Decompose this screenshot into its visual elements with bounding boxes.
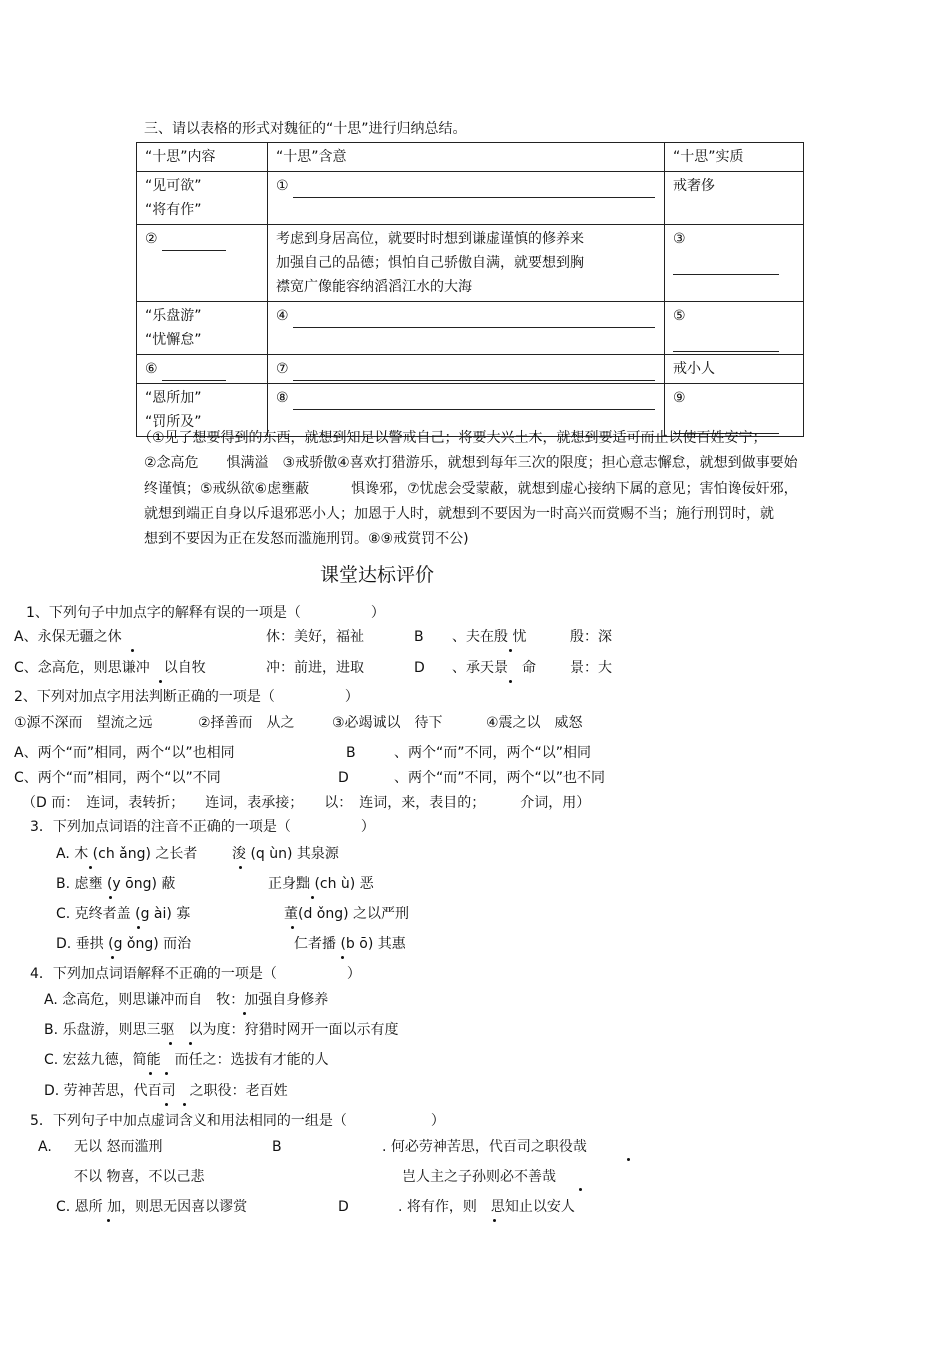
emphasis-dot [109,896,112,899]
header-meaning: “十思”含意 [268,143,665,172]
table-row [137,355,804,384]
emphasis-dot [509,649,512,652]
q5-option-b-line2: 岂人主之子孙则必不善哉 [402,1169,556,1185]
q2-option-a[interactable]: A、两个“而”相同，两个“以”也相同 [14,745,235,761]
fill-blank[interactable] [162,364,226,381]
fill-blank[interactable] [293,364,655,381]
blank-number: ② [145,231,158,247]
q5-option-a-letter[interactable]: A. [38,1139,52,1155]
emphasis-dot [243,1012,246,1015]
q1-option-b-definition: 殷：深 [570,629,612,645]
q4-option-a[interactable]: A. 念高危，则思谦冲而自 牧：加强自身修养 [44,992,329,1008]
emphasis-dot [131,649,134,652]
q1-option-b-letter[interactable]: B [414,629,424,645]
answer-line: 就想到端正自身以斥退邪恶小人；加恩于人时，就想到不要因为一时高兴而赏赐不当；施行刑罚时，就 [144,506,774,522]
blank-number: ③ [673,231,686,247]
q2-item: ③必竭诚以 待下 [332,715,443,731]
q3-stem: 3．下列加点词语的注音不正确的一项是（ ） [30,819,375,835]
q1-option-a-definition: 休：美好，福祉 [266,629,364,645]
cell-text: “将有作” [145,202,202,218]
cell-text: 戒小人 [673,361,715,377]
q4-option-b[interactable]: B. 乐盘游，则思三驱 以为度：狩猎时网开一面以示有度 [44,1022,399,1038]
q1-option-d-letter[interactable]: D [414,660,425,676]
emphasis-dot [189,1042,192,1045]
blank-number: ⑥ [145,361,158,377]
q1-option-b[interactable]: 、夫在殷 忧 [452,629,527,645]
answer-line: ②念高危 惧满溢 ③戒骄傲④喜欢打猎游乐，就想到每年三次的限度；担心意志懈怠，就想到做事要始 [144,455,798,471]
cell-text: “忧懈怠” [145,332,202,348]
q3-option-b-second: 正身黜 (ch ù) 恶 [268,876,374,892]
cell-text: 加强自己的品德；惧怕自己骄傲自满，就要想到胸 [276,255,584,271]
q5-stem: 5．下列句子中加点虚词含义和用法相同的一组是（ ） [30,1113,445,1129]
cell-text: “见可欲” [145,178,202,194]
q3-option-a-second: 浚 (q ùn) 其泉源 [232,846,339,862]
answer-line: （①见了想要得到的东西，就想到知足以警戒自己；将要大兴土木，就想到要适可而止以使百姓安宁； [138,430,767,446]
q5-option-d: . 将有作，则 思知止以安人 [398,1199,575,1215]
emphasis-dot [627,1158,630,1161]
fill-blank[interactable] [293,181,655,198]
q2-item: ①源不深而 望流之远 [14,715,153,731]
q1-option-d[interactable]: 、承天景 命 [452,660,536,676]
section3-heading: 三、请以表格的形式对魏征的“十思”进行归纳总结。 [144,121,467,137]
blank-number: ⑨ [673,390,686,406]
q1-option-c-definition: 冲：前进，进取 [266,660,364,676]
q3-option-d[interactable]: D. 垂拱 (g ǒng) 而治 [56,936,192,952]
emphasis-dot [493,1219,496,1222]
q3-option-c[interactable]: C. 克终者盖 (g ài) 寡 [56,906,191,922]
q5-option-b-letter[interactable]: B [272,1139,282,1155]
blank-number: ⑤ [673,308,686,324]
emphasis-dot [239,866,242,869]
emphasis-dot [89,866,92,869]
fill-blank[interactable] [673,258,779,275]
emphasis-dot [137,926,140,929]
q2-option-b[interactable]: 、两个“而”不同，两个“以”相同 [394,745,592,761]
table-row [137,172,804,225]
cell-text: “恩所加” [145,390,202,406]
ten-thoughts-table [136,142,804,437]
q3-option-a[interactable]: A. 木 (ch ǎng) 之长者 [56,846,198,862]
q2-item: ②择善而 从之 [198,715,295,731]
emphasis-dot [159,680,162,683]
q5-option-c[interactable]: C. 恩所 加，则思无因喜以谬赏 [56,1199,248,1215]
emphasis-dot [291,926,294,929]
q4-option-c[interactable]: C. 宏兹九德，简能 而任之：选拔有才能的人 [44,1052,329,1068]
fill-blank[interactable] [673,335,779,352]
q5-option-a-line2: 不以 物喜，不以己悲 [74,1169,205,1185]
q5-option-a-line1: 无以 怒而滥刑 [74,1139,163,1155]
answer-line: 想到不要因为正在发怒而滥施刑罚。⑧⑨戒赏罚不公) [144,531,469,547]
table-row [137,302,804,355]
fill-blank[interactable] [293,393,655,410]
q1-option-a[interactable]: A、永保无疆之休 [14,629,122,645]
cell-text: 襟宽广像能容纳滔滔江水的大海 [276,279,472,295]
emphasis-dot [107,1219,110,1222]
emphasis-dot [579,1188,582,1191]
q4-stem: 4．下列加点词语解释不正确的一项是（ ） [30,966,361,982]
fill-blank[interactable] [162,234,226,251]
table-row [137,225,804,302]
emphasis-dot [149,1072,152,1075]
q3-option-c-second: 董(d ǒng) 之以严刑 [284,906,410,922]
emphasis-dot [111,956,114,959]
blank-number: ① [276,178,289,194]
emphasis-dot [165,1103,168,1106]
cell-text: 考虑到身居高位，就要时时想到谦虚谨慎的修养来 [276,231,584,247]
answer-line: 终谨慎；⑤戒纵欲⑥虑壅蔽 惧谗邪，⑦忧虑会受蒙蔽，就想到虚心接纳下属的意见；害怕谗佞奸邪， [144,481,798,497]
blank-number: ④ [276,308,289,324]
cell-text: “罚所及” [145,414,202,430]
cell-text: “乐盘游” [145,308,202,324]
q2-stem: 2、下列对加点字用法判断正确的一项是（ ） [14,689,359,705]
q1-option-c[interactable]: C、念高危，则思谦冲 以自牧 [14,660,206,676]
q2-answer: （D 而： 连词，表转折； 连词，表承接； 以： 连词，来，表目的； 介词，用） [22,795,591,811]
emphasis-dot [509,680,512,683]
cell-text: 戒奢侈 [673,178,715,194]
blank-number: ⑧ [276,390,289,406]
emphasis-dot [311,896,314,899]
blank-number: ⑦ [276,361,289,377]
header-content: “十思”内容 [137,143,268,172]
q3-option-d-second: 仁者播 (b ō) 其惠 [294,936,406,952]
q2-option-d-letter[interactable]: D [338,770,349,786]
q2-option-c[interactable]: C、两个“而”相同，两个“以”不同 [14,770,221,786]
emphasis-dot [183,1103,186,1106]
q2-option-d[interactable]: 、两个“而”不同，两个“以”也不同 [394,770,606,786]
q2-item: ④震之以 威怒 [486,715,583,731]
emphasis-dot [165,1072,168,1075]
emphasis-dot [169,1042,172,1045]
q2-option-b-letter[interactable]: B [346,745,356,761]
table-header-row [137,143,804,172]
q5-option-b-line1: . 何必劳神苦思，代百司之职役哉 [382,1139,587,1155]
q5-option-d-letter[interactable]: D [338,1199,349,1215]
evaluation-title: 课堂达标评价 [320,564,435,586]
q1-stem: 1、下列句子中加点字的解释有误的一项是（ ） [26,605,385,621]
fill-blank[interactable] [293,311,655,328]
header-essence: “十思”实质 [665,143,804,172]
q3-option-b[interactable]: B. 虑壅 (y ōng) 蔽 [56,876,176,892]
q4-option-d[interactable]: D. 劳神苦思，代百司 之职役：老百姓 [44,1083,288,1099]
emphasis-dot [341,956,344,959]
q1-option-d-definition: 景：大 [570,660,612,676]
